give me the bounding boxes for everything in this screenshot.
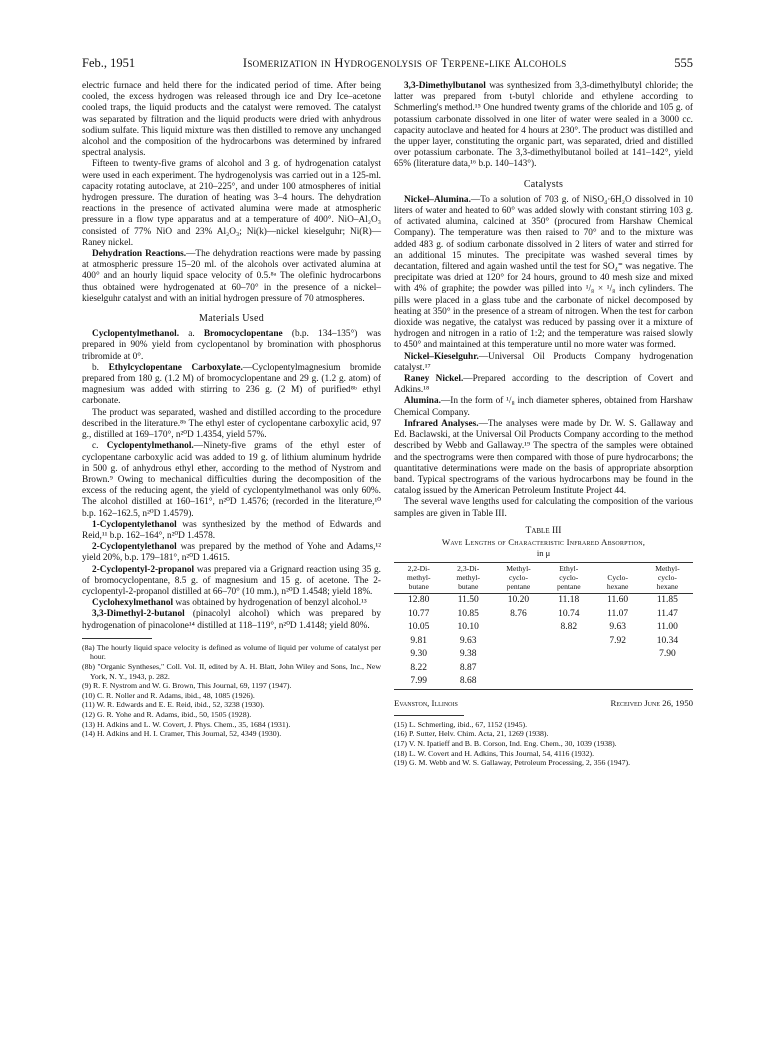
table-cell xyxy=(493,675,544,689)
paragraph-text: —In the form of ¹/₈ inch diameter spheres, obtained from Harshaw Chemical Company. xyxy=(394,396,693,418)
table-cell: 9.63 xyxy=(609,622,626,633)
run-in-heading: 2-Cyclopentylethanol xyxy=(92,542,177,553)
paragraph: electric furnace and held there for the indicated period of time. After being cooled, the excess hydrogen was released through ice and Dry Ice–acetone cooled traps, the liquid products and the catalyst were removed. The catalyst was separated by filtration and the liquid products were dried with anhydrous sodium sulfate. This liquid mixture was then distilled to remove any unchanged alcohol and the composition of the hydrocarbons was determined by infrared spectral analysis. xyxy=(82,81,381,159)
paragraph-text: —Universal Oil Products Company hydrogenation catalyst.¹⁷ xyxy=(394,351,693,373)
table-title: Table III xyxy=(525,525,562,536)
paragraph xyxy=(394,352,693,374)
running-header xyxy=(82,56,693,71)
paragraph xyxy=(82,441,381,519)
footnotes-right xyxy=(394,720,693,768)
table-cell xyxy=(544,675,593,689)
paragraph xyxy=(82,598,381,609)
run-in-heading: Nickel–Kieselguhr. xyxy=(404,351,479,362)
footnotes-left xyxy=(82,643,381,739)
footnote-rule xyxy=(82,638,152,639)
header-text: Methyl- cyclo- hexane xyxy=(655,564,680,591)
column-header xyxy=(394,563,443,594)
table-cell: 8.22 xyxy=(410,662,428,673)
table-cell xyxy=(544,648,593,662)
header-text: Ethyl- cyclo- pentane xyxy=(556,564,581,591)
header-text: 2,3-Di- methyl- butane xyxy=(456,564,481,591)
table-cell: 8.87 xyxy=(459,662,477,673)
table-cell: 10.20 xyxy=(507,595,530,606)
paragraph-text: —The analyses were made by Dr. W. S. Gallaway and Ed. Baclawski, at the Universal Oil Products Company according to the method described by Webb and Gallaway.¹⁹ The spectra of the samples were obtained and the spectrograms were then compared with those of pure hydrocarbons; the quantitative determinations were made on the basis of appropriate absorption band. Typical spectrograms of the various hydrocarbons may be found in the catalog issued by the American Petroleum Institute Project 44. xyxy=(394,418,693,497)
table-cell xyxy=(493,662,544,676)
footnote: (18) L. W. Covert and H. Adkins, This Journal, 54, 4116 (1932). xyxy=(394,748,595,758)
paragraph xyxy=(82,363,381,408)
table-cell: 9.38 xyxy=(459,649,477,660)
footnote: (12) G. R. Yohe and R. Adams, ibid., 50, 1505 (1928). xyxy=(82,709,252,719)
table-cell xyxy=(493,621,544,635)
footnote: (9) R. F. Nystrom and W. G. Brown, This Journal, 69, 1197 (1947). xyxy=(82,681,292,691)
table-caption: Wave Lengths of Characteristic Infrared Absorption, xyxy=(441,536,646,547)
item-letter: b. xyxy=(92,362,99,373)
paragraph xyxy=(82,609,381,631)
footnote: (13) H. Adkins and L. W. Covert, J. Phys. Chem., 35, 1684 (1931). xyxy=(82,719,291,729)
paragraph-text: was prepared by the method of Yohe and Adams,¹² yield 20%, b.p. 179–181°, n²⁰D 1.4615. xyxy=(82,542,381,564)
paragraph: The several wave lengths used for calculating the composition of the various samples are given in Table III. xyxy=(394,497,693,519)
table-cell: 8.76 xyxy=(510,608,527,619)
table-cell: 11.85 xyxy=(656,595,678,606)
run-in-heading: Dehydration Reactions. xyxy=(92,249,187,260)
header-title: Isomerization in Hydrogenolysis of Terpene-like Alcohols xyxy=(242,56,567,70)
table-row xyxy=(394,648,693,662)
run-in-heading: 3,3-Dimethylbutanol xyxy=(404,81,486,91)
run-in-heading: Bromocyclopentane xyxy=(203,329,283,340)
table-row xyxy=(394,621,693,635)
paragraph xyxy=(394,419,693,497)
paragraph-text: was synthesized by the method of Edwards and Reid,¹¹ b.p. 162–164°, n²⁰D 1.4578. xyxy=(82,519,381,541)
table-cell xyxy=(642,675,693,689)
table-cell xyxy=(594,675,642,689)
item-letter: c. xyxy=(92,441,99,452)
footnote: (15) L. Schmerling, ibid., 67, 1152 (1945). xyxy=(394,719,528,729)
paragraph xyxy=(82,329,381,363)
page-number: 555 xyxy=(674,56,693,70)
paragraph-text: —Prepared according to the description of Covert and Adkins.¹⁸ xyxy=(394,374,693,396)
table-cell: 10.77 xyxy=(408,608,430,619)
table-cell: 7.90 xyxy=(659,649,676,660)
footnote: (8a) The hourly liquid space velocity is defined as volume of liquid per volume of catalyst per hour. xyxy=(82,642,381,662)
column-header xyxy=(493,563,544,594)
footnote: (19) G. M. Webb and W. S. Gallaway, Petroleum Processing, 2, 356 (1947). xyxy=(394,758,631,768)
header-text: 2,2-Di- methyl- butane xyxy=(406,564,431,591)
run-in-heading: Raney Nickel. xyxy=(404,374,464,385)
footnote: (10) C. R. Noller and R. Adams, ibid., 48, 1085 (1926). xyxy=(82,690,255,700)
paragraph-text: (pinacolyl alcohol) which was prepared by hydrogenation of pinacolone¹⁴ distilled at 118–119°, n²⁰D 1.4148; yield 80%. xyxy=(82,609,382,631)
table-cell xyxy=(544,662,593,676)
paragraph xyxy=(394,396,693,418)
paragraph xyxy=(82,520,381,542)
table-cell xyxy=(493,648,544,662)
section-heading: Materials Used xyxy=(198,313,264,325)
table-unit: in μ xyxy=(536,548,551,559)
footnote: (14) H. Adkins and H. I. Cramer, This Journal, 52, 4349 (1930). xyxy=(82,729,282,739)
run-in-heading: 1-Cyclopentylethanol xyxy=(92,519,177,530)
right-column xyxy=(394,81,693,768)
column-header xyxy=(443,563,492,594)
footnote: (17) V. N. Ipatieff and B. B. Corson, Ind. Eng. Chem., 30, 1039 (1938). xyxy=(394,739,617,748)
table-cell: 10.05 xyxy=(408,622,430,633)
two-column-body xyxy=(82,81,693,768)
column-header xyxy=(544,563,593,594)
item-letter: a. xyxy=(188,329,195,340)
footnote-rule xyxy=(394,715,464,716)
table-cell xyxy=(642,662,693,676)
table-cell: 7.99 xyxy=(410,676,428,687)
run-in-heading: Cyclopentylmethanol. xyxy=(106,441,194,452)
column-header xyxy=(642,563,693,594)
table-row xyxy=(394,608,693,622)
table-cell: 11.50 xyxy=(457,595,479,606)
table-cell: 8.82 xyxy=(560,622,578,633)
paragraph-text: was obtained by hydrogenation of benzyl alcohol.¹³ xyxy=(175,598,367,609)
table-cell: 10.85 xyxy=(457,608,479,619)
run-in-heading: Cyclopentylmethanol. xyxy=(92,329,180,340)
table-body xyxy=(394,594,693,690)
paragraph xyxy=(82,542,381,564)
paragraph-text: —To a solution of 703 g. of NiSO₄·6H₂O dissolved in 10 liters of water and heated to 60° was added slowly with constant stirring 103 g. of activated alumina, calcined at 350° (procured from Harshaw Chemical Company). The temperature was then raised to 70° and to the mixture was added 483 g. of sodium carbonate dissolved in 2 liters of water and stirred for an additional 15 minutes. The precipitate was washed several times by decantation, filtered and again washed until the test for SO₄⁼ was negative. The precipitate was dried at 120° for 24 hours, ground to 40 mesh size and mixed with 4% of graphite; the powder was pilled into ¹/₈ × ¹/₈ inch cylinders. The pills were placed in a glass tube and the carbonate of nickel decomposed by heating at 350° in the presence of a stream of nitrogen. When the test for carbon dioxide was negative, the catalyst was reduced by passing over it a mixture of hydrogen and nitrogen in a ratio of 1:2; and the temperature was raised slowly to 450° and maintained at this temperature until no more water was formed. xyxy=(394,194,693,351)
table-cell: 9.30 xyxy=(410,649,428,660)
table-row xyxy=(394,635,693,649)
table-cell: 8.68 xyxy=(459,676,477,687)
footnote: (8b) "Organic Syntheses," Coll. Vol. II, edited by A. H. Blatt, John Wiley and Sons, Inc., New York, N. Y., 1943, p. 282. xyxy=(82,661,381,681)
table-row xyxy=(394,594,693,608)
wavelength-table xyxy=(394,562,693,689)
table-cell: 9.63 xyxy=(459,635,477,646)
place: Evanston, Illinois xyxy=(394,697,458,708)
table-cell xyxy=(594,648,642,662)
section-heading: Catalysts xyxy=(523,178,564,190)
paragraph: Fifteen to twenty-five grams of alcohol and 3 g. of hydrogenation catalyst were used in each experiment. The hydrogenolysis was carried out in a 125-ml. capacity rotating autoclave, at 210–225°, and under 100 atmospheres of initial hydrogen pressure. The duration of heating was 3–4 hours. The dehydration reactions in the presence of activated alumina were made at atmospheric pressure in a flow type apparatus and at a temperature of 400°. NiO–Al₂O₃ consisted of 77% NiO and 23% Al₂O₃; Ni(k)—nickel kieselguhr; Ni(R)—Raney nickel. xyxy=(82,159,381,248)
paragraph xyxy=(394,374,693,396)
paragraph: The product was separated, washed and distilled according to the procedure described in the literature.⁸ᵇ The ethyl ester of cyclopentane carboxylic acid, 97 g., distilled at 169–170°, n²⁰D 1.4354, yield 57%. xyxy=(82,407,381,441)
run-in-heading: Alumina. xyxy=(404,396,441,407)
header-date: Feb., 1951 xyxy=(82,56,136,70)
table-cell xyxy=(493,635,544,649)
table-cell: 12.80 xyxy=(408,595,430,606)
run-in-heading: Cyclohexylmethanol xyxy=(92,598,174,609)
paragraph-text: —The dehydration reactions were made by passing at atmospheric pressure 15–20 ml. of the alcohols over activated alumina at 400° and an hourly liquid space velocity of 0.5.⁸ᵃ The olefinic hydrocarbons thus obtained were hydrogenated at 60–70° in the presence of a nickel–kieselguhr catalyst and with an initial hydrogen pressure of 70 atmospheres. xyxy=(82,249,381,304)
paragraph-text: was prepared via a Grignard reaction using 35 g. of bromocyclopentane, 8.5 g. of magnesium and 15 g. of acetone. The 2-cyclopentyl-2-propanol distilled at 66–70° (10 mm.), n²⁰D 1.4548; yield 18%. xyxy=(82,564,382,597)
table-cell: 10.10 xyxy=(457,622,479,633)
run-in-heading: Ethylcyclopentane Carboxylate. xyxy=(108,362,243,373)
table-cell: 10.74 xyxy=(558,608,580,619)
paragraph-text: —Ninety-five grams of the ethyl ester of cyclopentane carboxylic acid was added to 19 g. of lithium aluminum hydride in 500 g. of anhydrous ethyl ether, according to the method of Nystrom and Brown.⁹ Owing to mechanical difficulties during the decomposition of the excess of the reducing agent, the yield of cyclopentylmethanol was only 60%. The alcohol distilled at 160–161°, n²⁰D 1.4576; (recorded in the literature,¹⁰ b.p. 162–162.5, n²⁰D 1.4579). xyxy=(82,441,381,519)
header-text: Methyl- cyclo- pentane xyxy=(506,564,531,591)
footnote: (11) W. R. Edwards and E. E. Reid, ibid., 52, 3238 (1930). xyxy=(82,700,265,710)
paragraph-text: was synthesized from 3,3-dimethylbutyl chloride; the latter was prepared from t-butyl chloride and ethylene according to Schmerling's method.¹⁵ One hundred twenty grams of the chloride and 105 g. of potassium carbonate dissolved in one liter of water were sealed in a 3000 cc. capacity autoclave and heated for 4 hours at 230°. The product was distilled and the upper layer, constituting the organic part, was separated, dried and distilled over potassium carbonate. The 3,3-dimethylbutanol boiled at 141–142°, yield 65% (literature data,¹⁶ b.p. 140–143°). xyxy=(394,81,693,170)
paragraph xyxy=(394,81,693,171)
table-cell: 11.00 xyxy=(656,622,678,633)
header-text: Cyclo- hexane xyxy=(606,572,629,591)
table-cell: 11.47 xyxy=(656,608,678,619)
paragraph-text: (b.p. 134–135°) was prepared in 90% yield from cyclopentanol by bromination with phosphorus tribromide at 0°. xyxy=(82,329,382,362)
table-row xyxy=(394,675,693,689)
paragraph xyxy=(82,249,381,305)
dateline xyxy=(394,698,693,709)
left-column xyxy=(82,81,381,768)
run-in-heading: 2-Cyclopentyl-2-propanol xyxy=(92,564,195,575)
run-in-heading: Infrared Analyses. xyxy=(404,418,479,429)
column-header xyxy=(594,563,642,594)
run-in-heading: 3,3-Dimethyl-2-butanol xyxy=(92,609,185,620)
table-cell: 11.07 xyxy=(607,608,629,619)
table-header-row xyxy=(394,563,693,594)
paragraph xyxy=(82,565,381,599)
table-cell: 9.81 xyxy=(410,635,428,646)
paragraph-text: —Cyclopentylmagnesium bromide prepared from 180 g. (1.2 M) of bromocyclopentane and 29 g. (1.2 g. atom) of magnesium was added with stirring to 236 g. (2 M) of purified⁸ᵇ ethyl carbonate. xyxy=(82,362,382,407)
footnote: (16) P. Sutter, Helv. Chim. Acta, 21, 1269 (1938). xyxy=(394,729,549,739)
table-cell xyxy=(594,662,642,676)
run-in-heading: Nickel–Alumina. xyxy=(404,194,471,205)
table-cell xyxy=(544,635,593,649)
paragraph xyxy=(394,195,693,352)
table-row xyxy=(394,662,693,676)
table-cell: 7.92 xyxy=(609,635,626,646)
table-cell: 11.18 xyxy=(558,595,580,606)
table-cell: 11.60 xyxy=(607,595,629,606)
table-cell: 10.34 xyxy=(656,635,679,646)
received-date: Received June 26, 1950 xyxy=(610,697,693,708)
